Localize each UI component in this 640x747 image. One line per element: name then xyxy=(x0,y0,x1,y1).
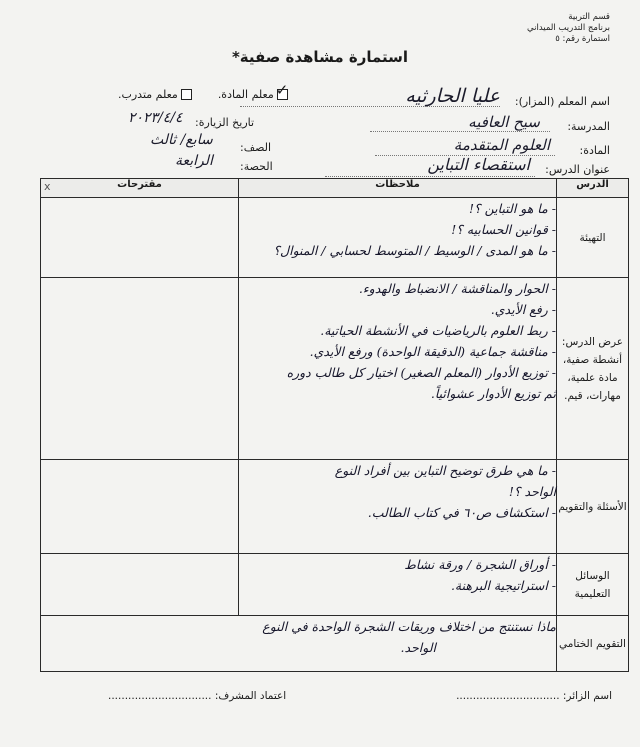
suggestions-lesson-presentation[interactable] xyxy=(41,278,239,460)
lesson-title-value: استقصاء التباين xyxy=(427,155,530,174)
department-header xyxy=(527,12,610,45)
notes-lesson-presentation[interactable]: - الحوار والمناقشة / الانضباط والهدوء. - رفع الأيدي. - ربط العلوم بالرياضيات في الأنشطة الحياتية. - مناقشة جماعية (الدقيقة الواحدة) ورفع الأيدي. - توزيع الأدوار (المعلم الصغير) اختيار كل طالب دوره ثم توزيع الأدوار عشوائياً. xyxy=(239,278,557,460)
school-label: المدرسة: xyxy=(567,120,610,133)
header-suggestions: مقترحات xyxy=(41,179,239,198)
school-value: سيح العافيه xyxy=(468,113,540,131)
department-name: قسم التربية xyxy=(568,12,610,22)
observation-table xyxy=(40,178,629,672)
visitor-label: اسم الزائر: xyxy=(562,690,612,702)
section-questions-assessment: الأسئلة والتقويم xyxy=(557,460,629,554)
visit-date-value: ٢٠٢٣/٤/٤ xyxy=(128,110,183,126)
subject-value: العلوم المتقدمة xyxy=(453,136,550,154)
form-title: استمارة مشاهدة صفية* xyxy=(231,48,409,66)
supervisor-field[interactable]: ............................... xyxy=(108,690,212,702)
suggestions-teaching-aids[interactable] xyxy=(41,554,239,616)
grade-value: سابع/ ثالث xyxy=(150,132,213,148)
section-teaching-aids: الوسائل التعليمية xyxy=(557,554,629,616)
program-name: برنامج التدريب الميداني xyxy=(527,23,610,33)
section-lesson-presentation: عرض الدرس: أنشطة صفية، مادة علمية، مهارات، قيم. xyxy=(557,278,629,460)
table-row xyxy=(41,460,629,554)
notes-intro[interactable]: - ما هو التباين ؟! - قوانين الحسابيه ؟! - ما هو المدى / الوسيط / المتوسط لحسابي / المنوال؟ xyxy=(239,198,557,278)
corner-mark: x xyxy=(44,180,51,193)
table-header-row xyxy=(41,179,629,198)
header-notes: ملاحظات xyxy=(239,179,557,198)
teacher-name-label: اسم المعلم (المزار): xyxy=(514,95,610,108)
trainee-teacher-checkbox[interactable] xyxy=(181,89,192,100)
visitor-field[interactable]: ............................... xyxy=(456,690,560,702)
table-row xyxy=(41,198,629,278)
subject-label: المادة: xyxy=(579,144,610,157)
section-final-assessment: التقويم الختامي xyxy=(557,616,629,672)
role-trainee-teacher[interactable]: معلم متدرب. xyxy=(118,88,192,101)
notes-final-assessment[interactable]: ماذا نستنتج من اختلاف وريقات الشجرة الواحدة في النوع الواحد. xyxy=(41,616,557,672)
teacher-name-value: عليا الحارثيه xyxy=(405,85,500,107)
table-row xyxy=(41,278,629,460)
table-row xyxy=(41,616,629,672)
role-subject-teacher[interactable]: ✓ معلم المادة. xyxy=(217,81,289,101)
visit-date-label: تاريخ الزيارة: xyxy=(195,116,255,129)
notes-teaching-aids[interactable]: - أوراق الشجرة / ورقة نشاط - استراتيجية البرهنة. xyxy=(239,554,557,616)
subject-teacher-checkbox[interactable] xyxy=(275,81,289,100)
supervisor-label: اعتماد المشرف: xyxy=(214,690,287,702)
suggestions-questions-assessment[interactable] xyxy=(41,460,239,554)
section-intro: التهيئة xyxy=(557,198,629,278)
period-value: الرابعة xyxy=(175,153,213,169)
role-options xyxy=(118,81,289,101)
table-row xyxy=(41,554,629,616)
suggestions-intro[interactable] xyxy=(41,198,239,278)
period-label: الحصة: xyxy=(240,160,273,173)
notes-questions-assessment[interactable]: - ما هي طرق توضيح التباين بين أفراد النوع الواحد ؟! - استكشاف ص٦٠ في كتاب الطالب. xyxy=(239,460,557,554)
header-lesson: الدرس xyxy=(557,179,629,198)
visitor-name xyxy=(456,690,612,702)
supervisor-approval xyxy=(108,690,286,702)
check-mark-icon: ✓ xyxy=(275,81,289,99)
lesson-title-label: عنوان الدرس: xyxy=(545,163,610,176)
grade-label: الصف: xyxy=(240,141,272,154)
form-number: استمارة رقم: ٥ xyxy=(555,34,610,44)
